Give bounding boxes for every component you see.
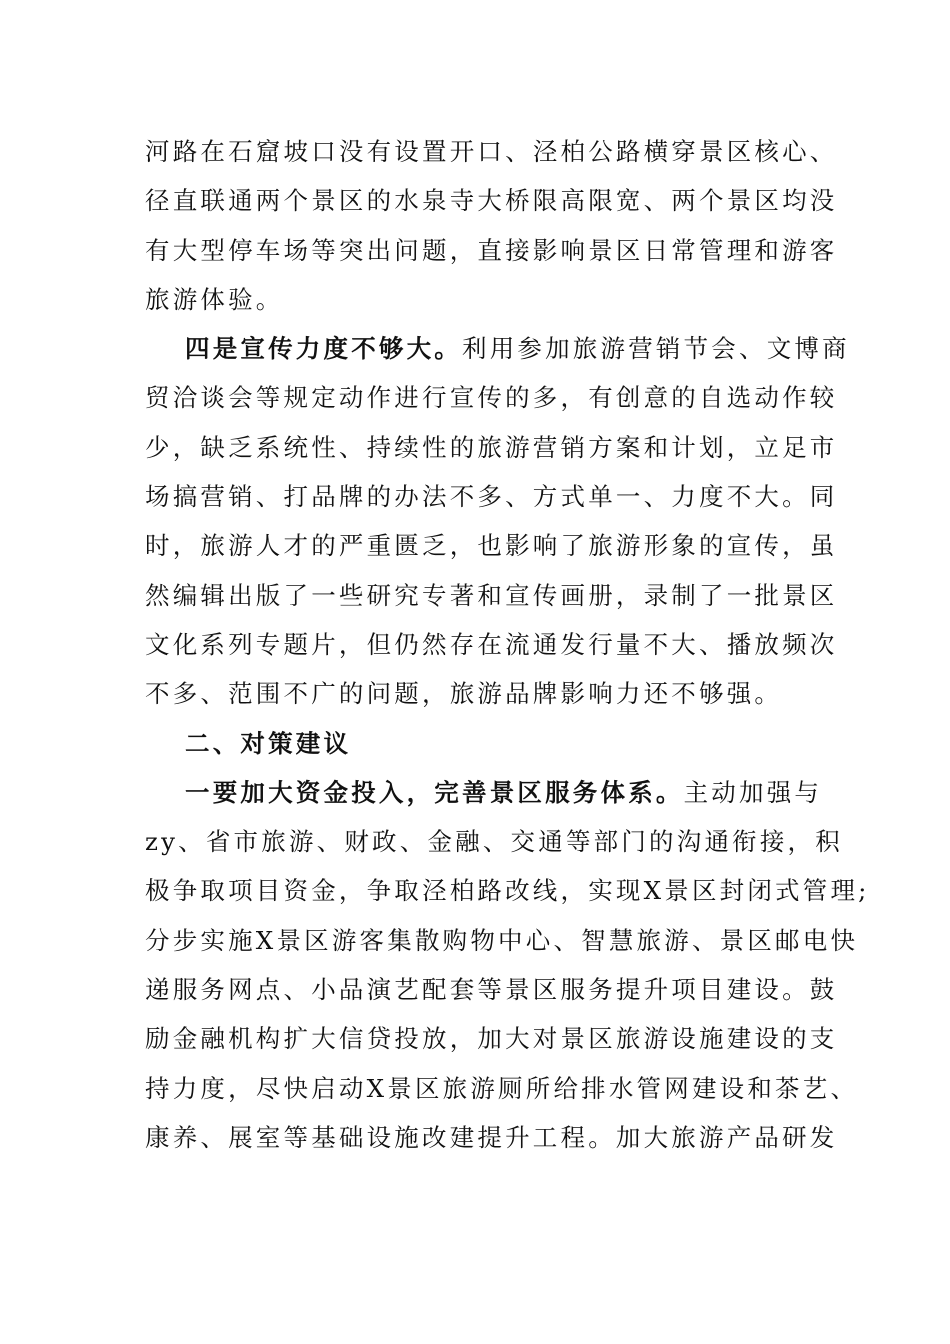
para3-line-8: 康养、展室等基础设施改建提升工程。加大旅游产品研发 [145, 1122, 838, 1152]
para3-line-7: 持力度，尽快启动X景区旅游厕所给排水管网建设和茶艺、 [145, 1073, 859, 1103]
para2-line-5: 时，旅游人才的严重匮乏，也影响了旅游形象的宣传，虽 [145, 531, 838, 561]
para3-line-6: 励金融机构扩大信贷投放，加大对景区旅游设施建设的支 [145, 1024, 838, 1054]
para3-line-5: 递服务网点、小品演艺配套等景区服务提升项目建设。鼓 [145, 975, 838, 1005]
para2-first-line-text: 利用参加旅游营销节会、文博商 [462, 334, 850, 364]
para2-first-line [145, 324, 850, 373]
para1-line-1: 河路在石窟坡口没有设置开口、泾柏公路横穿景区核心、 [145, 137, 838, 166]
para3-line-2: zy、省市旅游、财政、金融、交通等部门的沟通衔接，积 [145, 827, 843, 857]
para2-heading: 四是宣传力度不够大。 [185, 334, 462, 364]
para2-line-4: 场搞营销、打品牌的办法不多、方式单一、力度不大。同 [145, 482, 838, 512]
section-heading: 二、对策建议 [185, 728, 352, 758]
para2-line-2: 贸洽谈会等规定动作进行宣传的多，有创意的自选动作较 [145, 383, 838, 413]
para2-line-3: 少，缺乏系统性、持续性的旅游营销方案和计划，立足市 [145, 432, 838, 462]
para1-line-3: 有大型停车场等突出问题，直接影响景区日常管理和游客 [145, 235, 838, 265]
para1-line-2: 径直联通两个景区的水泉寺大桥限高限宽、两个景区均没 [145, 186, 838, 216]
para1-line-4: 旅游体验。 [145, 284, 284, 314]
para3-first-line [145, 768, 823, 817]
para3-first-line-text: 主动加强与 [683, 777, 823, 807]
document-body [145, 127, 870, 1162]
para3-heading: 一要加大资金投入，完善景区服务体系。 [185, 777, 684, 807]
para2-line-6: 然编辑出版了一些研究专著和宣传画册，录制了一批景区 [145, 580, 838, 610]
para3-line-4: 分步实施X景区游客集散购物中心、智慧旅游、景区邮电快 [145, 925, 859, 955]
para3-line-3: 极争取项目资金，争取泾柏路改线，实现X景区封闭式管理; [145, 876, 870, 906]
para2-line-7: 文化系列专题片，但仍然存在流通发行量不大、播放频次 [145, 629, 838, 659]
para2-line-8: 不多、范围不广的问题，旅游品牌影响力还不够强。 [145, 679, 783, 709]
